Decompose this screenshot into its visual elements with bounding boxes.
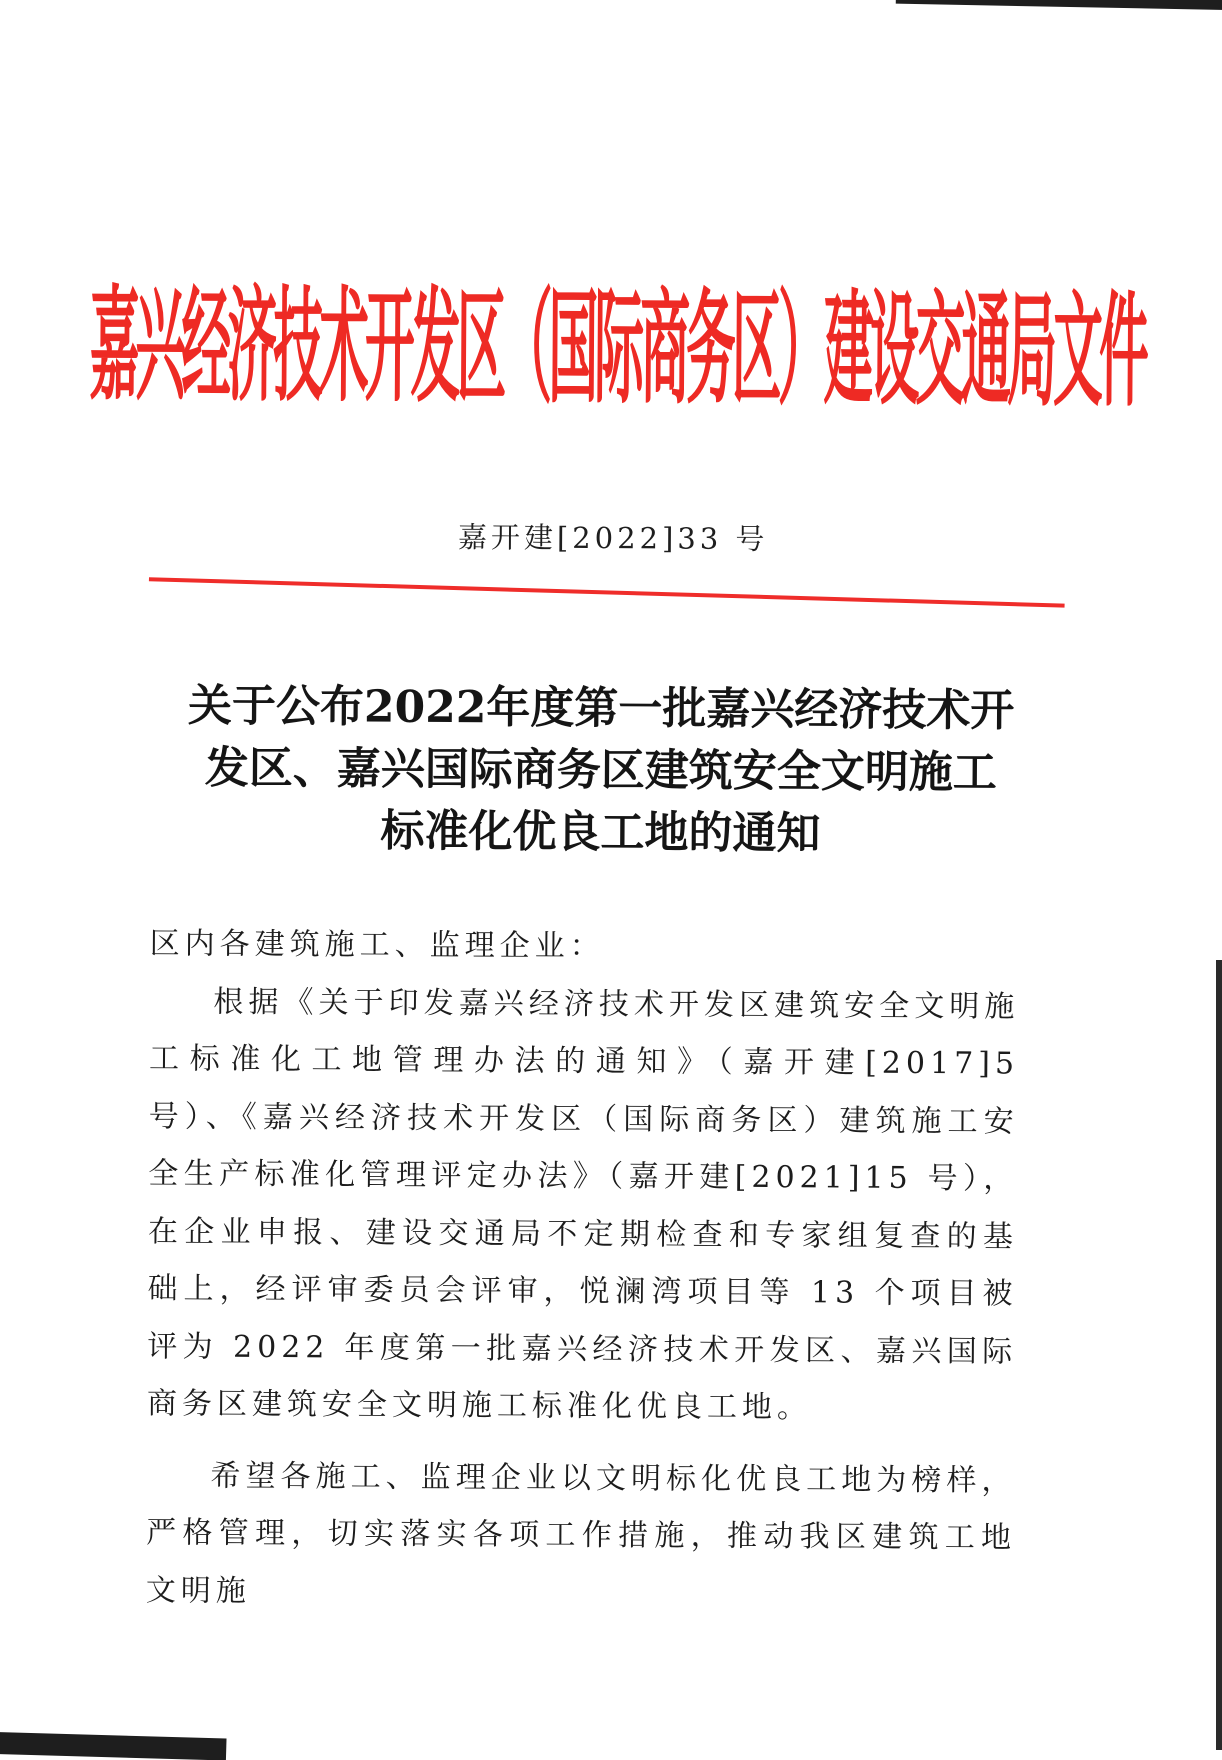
document-title bbox=[175, 675, 1026, 866]
title-line-2: 发区、嘉兴国际商务区建筑安全文明施工 bbox=[204, 742, 997, 799]
title-line-3: 标准化优良工地的通知 bbox=[380, 805, 821, 860]
body-paragraph-1: 根据《关于印发嘉兴经济技术开发区建筑安全文明施工标准化工地管理办法的通知》（嘉开建[2017]5 号）、《嘉兴经济技术开发区（国际商务区）建筑施工安全生产标准化管理评定办法》（嘉开建[2021]15 号），在企业申报、建设交通局不定期检查和专家组复查的基础上，经评审委员会评审，悦澜湾项目等 13 个项目被评为 2022 年度第一批嘉兴经济技术开发区、嘉兴国际商务区建筑安全文明施工标准化优良工地。 bbox=[146, 984, 1020, 1426]
issuing-authority-masthead bbox=[89, 259, 1146, 422]
title-line-1: 关于公布2022年度第一批嘉兴经济技术开 bbox=[187, 680, 1015, 737]
salutation: 区内各建筑施工、监理企业： bbox=[149, 926, 605, 965]
red-divider-rule bbox=[149, 577, 1065, 607]
body-paragraph-2: 希望各施工、监理企业以文明标化优良工地为榜样，严格管理，切实落实各项工作措施，推动我区建筑工地文明施 bbox=[145, 1458, 1017, 1609]
document-body bbox=[146, 915, 1020, 1624]
masthead-text: 嘉兴经济技术开发区（国际商务区）建设交通局文件 bbox=[89, 278, 1146, 422]
document-number: 嘉开建[2022]33 号 bbox=[457, 520, 769, 557]
